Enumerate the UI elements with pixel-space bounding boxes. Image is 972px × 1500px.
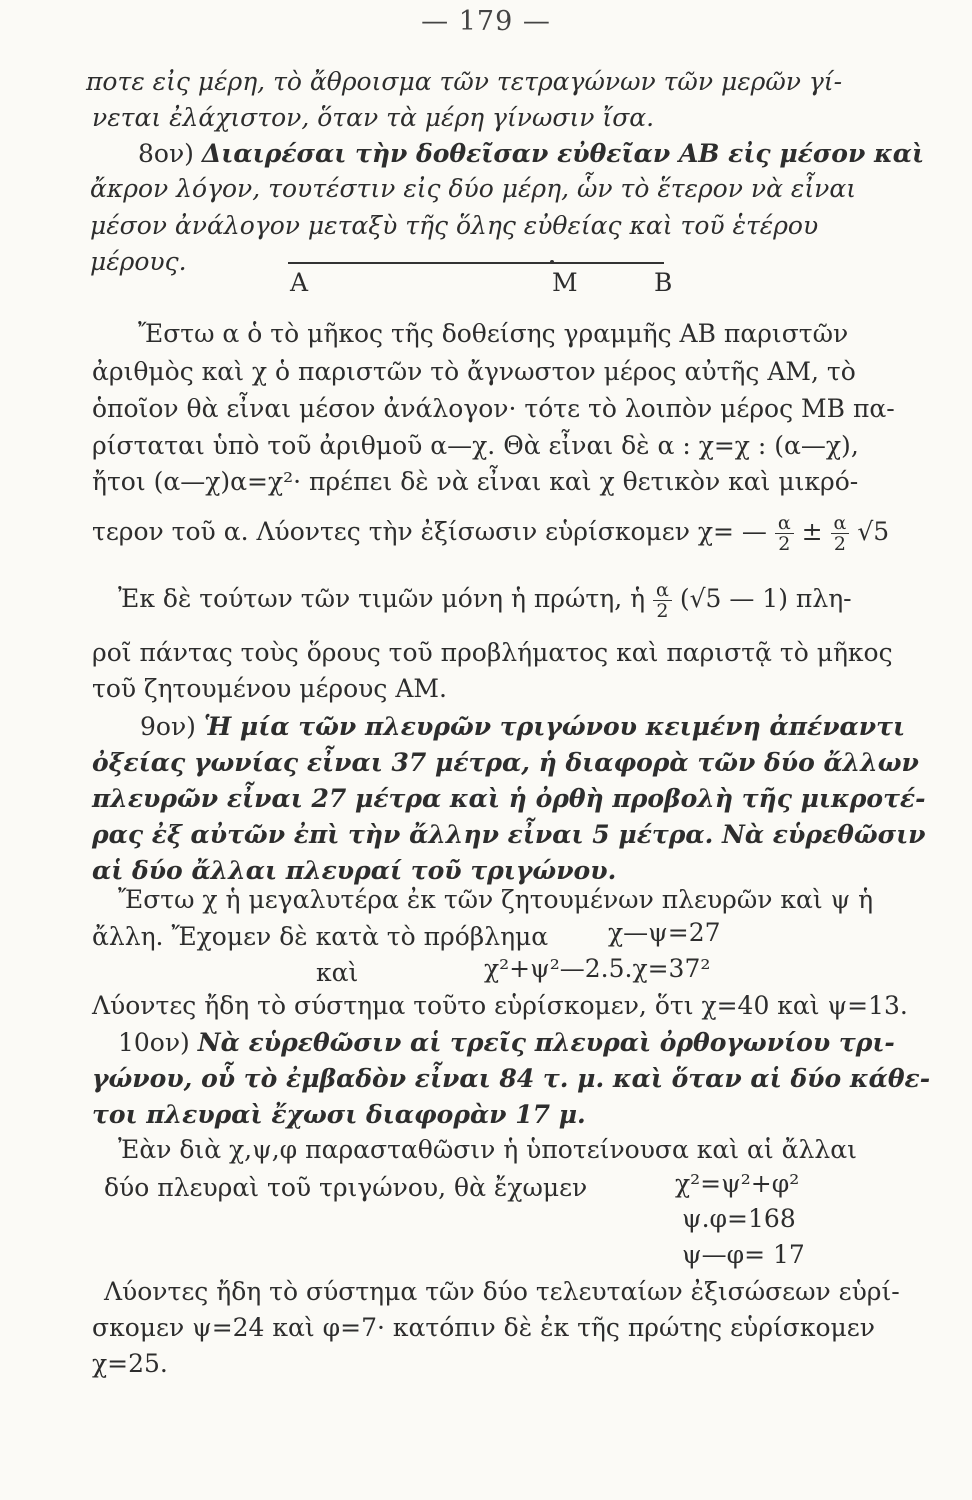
- fraction-a-over-2: [775, 513, 794, 554]
- equation-difference: ψ—φ= 17: [682, 1240, 805, 1269]
- equation-text: τερον τοῦ α. Λύοντες τὴν ἐξίσωσιν εὑρίσκομεν χ= —: [92, 517, 767, 546]
- fraction-a-over-2-third: [653, 580, 672, 621]
- problem-9-line: [140, 711, 905, 743]
- equation-pythagoras: χ²=ψ²+φ²: [675, 1169, 800, 1198]
- equation-product: ψ.φ=168: [682, 1204, 796, 1233]
- text-line-26: γώνου, οὗ τὸ ἐμβαδὸν εἶναι 84 τ. μ. καὶ ὅταν αἱ δύο κάθε-: [92, 1064, 931, 1093]
- fraction-numerator-3: α: [653, 580, 672, 601]
- text-line-10: ρίσταται ὑπὸ τοῦ ἀριθμοῦ α—χ. Θὰ εἶναι δὲ α : χ=χ : (α—χ),: [92, 431, 859, 460]
- equation-line: [92, 513, 889, 554]
- fraction-numerator-2: α: [831, 513, 850, 534]
- text-line-19: ρας ἐξ αὐτῶν ἐπὶ τὴν ἄλλην εἶναι 5 μέτρα. Νὰ εὑρεθῶσιν: [92, 820, 926, 849]
- text-line-4: ἄκρον λόγον, τουτέστιν εἰς δύο μέρη, ὧν τὸ ἕτερον νὰ εἶναι: [90, 174, 857, 203]
- fraction-denominator-3: 2: [656, 600, 669, 622]
- problem-10-number: 10ον): [118, 1028, 190, 1057]
- problem-10-statement: Νὰ εὑρεθῶσιν αἱ τρεῖς πλευραὶ ὀρθογωνίου τρι-: [197, 1028, 895, 1057]
- problem-8-number: 8ον): [138, 139, 194, 168]
- text-line-22: ἄλλη. Ἔχομεν δὲ κατὰ τὸ πρόβλημα: [92, 922, 549, 951]
- text-line-32: Λύοντες ἤδη τὸ σύστημα τῶν δύο τελευταίων ἐξισώσεων εὑρί-: [104, 1277, 900, 1306]
- label-a: Α: [290, 268, 309, 297]
- sqrt-five: √5: [857, 517, 890, 546]
- plus-minus: ±: [801, 517, 823, 546]
- problem-8-line: [138, 138, 924, 170]
- label-m: Μ: [552, 268, 578, 297]
- fraction-numerator: α: [775, 513, 794, 534]
- root-expression: (√5 — 1) πλη-: [679, 584, 852, 613]
- text-line-27: τοι πλευραὶ ἔχωσι διαφορὰν 17 μ.: [92, 1100, 586, 1129]
- text-line-5: μέσον ἀνάλογον μεταξὺ τῆς ὅλης εὐθείας καὶ τοῦ ἑτέρου: [90, 211, 819, 240]
- segment-ab: [288, 262, 664, 264]
- text-line-17: ὀξείας γωνίας εἶναι 37 μέτρα, ἡ διαφορὰ τῶν δύο ἄλλων: [92, 748, 919, 777]
- root-text: Ἐκ δὲ τούτων τῶν τιμῶν μόνη ἡ πρώτη, ἡ: [118, 584, 646, 613]
- point-m-mark: [550, 260, 554, 264]
- page-number: — 179 —: [421, 6, 551, 37]
- text-line-15: τοῦ ζητουμένου μέρους ΑΜ.: [92, 674, 447, 703]
- text-line-18: πλευρῶν εἶναι 27 μέτρα καὶ ἡ ὀρθὴ προβολὴ τῆς μικροτέ-: [92, 784, 926, 813]
- fraction-denominator: 2: [778, 533, 791, 555]
- word-and: καὶ: [316, 958, 359, 987]
- fraction-a-over-2-second: [831, 513, 850, 554]
- text-line-11: ἤτοι (α—χ)α=χ²· πρέπει δὲ νὰ εἶναι καὶ χ θετικὸν καὶ μικρό-: [92, 467, 859, 496]
- label-b: Β: [654, 268, 673, 297]
- text-line-34: χ=25.: [92, 1349, 168, 1378]
- problem-10-line: [118, 1027, 895, 1059]
- text-line-9: ὁποῖον θὰ εἶναι μέσον ἀνάλογον· τότε τὸ λοιπὸν μέρος ΜΒ πα-: [92, 394, 895, 423]
- text-line-33: σκομεν ψ=24 καὶ φ=7· κατόπιν δὲ ἐκ τῆς πρώτης εὑρίσκομεν: [92, 1313, 875, 1342]
- text-line-6: μέρους.: [90, 247, 187, 276]
- problem-9-number: 9ον): [140, 712, 196, 741]
- text-line-14: ροῖ πάντας τοὺς ὅρους τοῦ προβλήματος καὶ παριστᾷ τὸ μῆκος: [92, 638, 893, 667]
- problem-9-statement: Ἡ μία τῶν πλευρῶν τριγώνου κειμένη ἀπέναντι: [203, 712, 906, 741]
- text-line-28: Ἐὰν διὰ χ,ψ,φ παρασταθῶσιν ἡ ὑποτείνουσα καὶ αἱ ἄλλαι: [118, 1135, 857, 1164]
- text-line-20: αἱ δύο ἄλλαι πλευραί τοῦ τριγώνου.: [92, 856, 617, 885]
- equation-quadratic: χ²+ψ²—2.5.χ=37²: [484, 954, 711, 983]
- text-line-24: Λύοντες ἤδη τὸ σύστημα τοῦτο εὑρίσκομεν, ὅτι χ=40 καὶ ψ=13.: [92, 991, 908, 1020]
- text-line-7: Ἔστω α ὁ τὸ μῆκος τῆς δοθείσης γραμμῆς ΑΒ παριστῶν: [138, 319, 849, 348]
- text-line-21: Ἔστω χ ἡ μεγαλυτέρα ἐκ τῶν ζητουμένων πλευρῶν καὶ ψ ἡ: [118, 885, 874, 914]
- fraction-denominator-2: 2: [833, 533, 847, 555]
- text-line-29: δύο πλευραὶ τοῦ τριγώνου, θὰ ἔχωμεν: [104, 1173, 588, 1202]
- root-line: [118, 580, 852, 621]
- text-line-1: ποτε εἰς μέρη, τὸ ἄθροισμα τῶν τετραγώνων τῶν μερῶν γί-: [86, 67, 843, 96]
- problem-8-statement: Διαιρέσαι τὴν δοθεῖσαν εὐθεῖαν ΑΒ εἰς μέσον καὶ: [201, 139, 925, 168]
- text-line-2: νεται ἐλάχιστον, ὅταν τὰ μέρη γίνωσιν ἴσα.: [92, 103, 655, 132]
- equation-x-minus-y: χ—ψ=27: [608, 918, 721, 947]
- text-line-8: ἀριθμὸς καὶ χ ὁ παριστῶν τὸ ἄγνωστον μέρος αὐτῆς ΑΜ, τὸ: [92, 357, 856, 386]
